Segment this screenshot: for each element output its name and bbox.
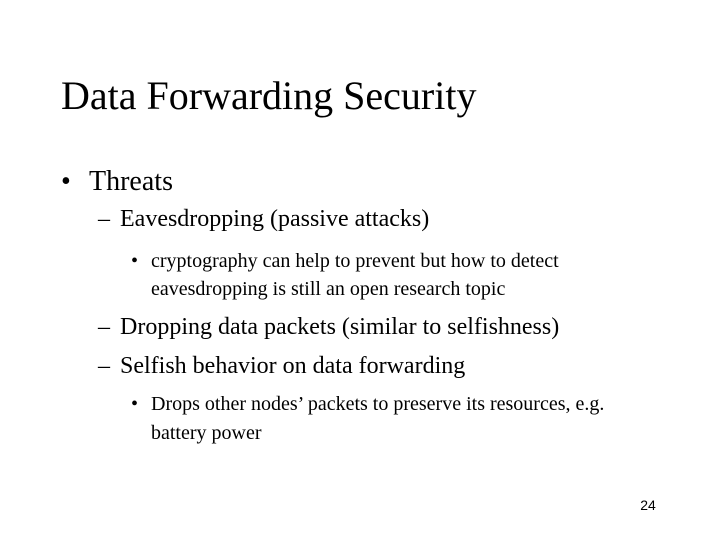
slide-title: Data Forwarding Security — [61, 73, 477, 118]
bullet-marker: • — [61, 166, 71, 197]
page-number: 24 — [640, 497, 656, 513]
bullet-selfish-behavior: Selfish behavior on data forwarding — [120, 353, 466, 379]
bullet-drops-packets-line-2: battery power — [151, 422, 262, 444]
bullet-eavesdropping: Eavesdropping (passive attacks) — [120, 206, 430, 232]
bullet-cryptography-line-1: cryptography can help to prevent but how to detect — [151, 250, 559, 272]
sub-bullet-marker: • — [131, 250, 139, 272]
bullet-threats: Threats — [89, 166, 173, 197]
dash-marker: – — [98, 353, 110, 379]
sub-bullet-marker: • — [131, 393, 139, 415]
bullet-dropping-packets: Dropping data packets (similar to selfishness) — [120, 314, 560, 340]
bullet-cryptography-line-2: eavesdropping is still an open research topic — [151, 278, 506, 300]
dash-marker: – — [98, 314, 110, 340]
bullet-drops-packets-line-1: Drops other nodes’ packets to preserve its resources, e.g. — [151, 393, 605, 415]
dash-marker: – — [98, 206, 110, 232]
